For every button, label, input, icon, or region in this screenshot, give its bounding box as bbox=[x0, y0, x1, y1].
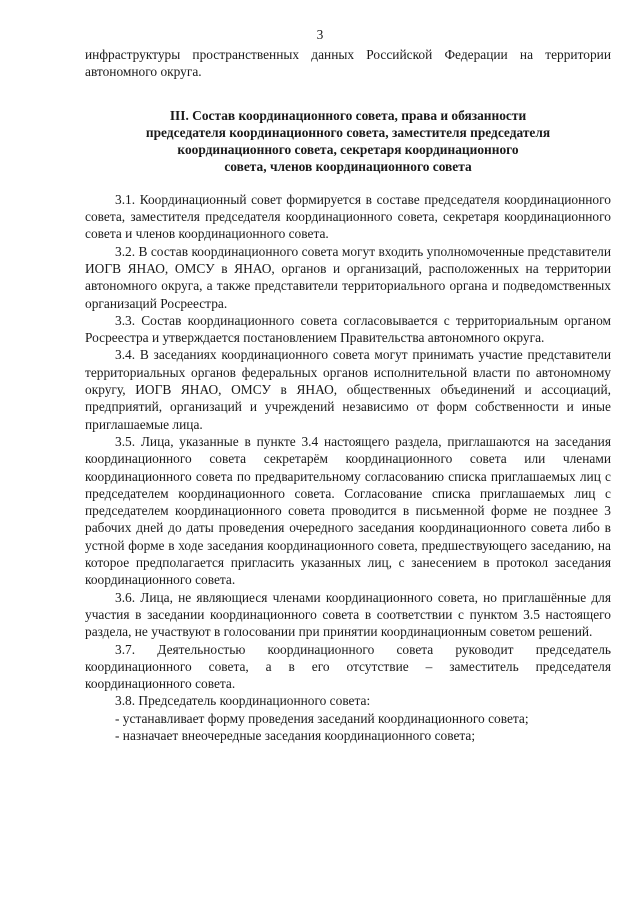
page-number: 3 bbox=[316, 27, 324, 42]
list-item: - устанавливает форму проведения заседаний координационного совета; bbox=[115, 710, 529, 726]
section-heading bbox=[85, 107, 611, 176]
clause-3-5: 3.5. Лица, указанные в пункте 3.4 настоящего раздела, приглашаются на заседания координационного совета секретарём координационного совета или членами координационного совета по предварительному согласованию списка приглашаемых лиц с председателем координационного совета. Согласование списка приглашаемых лиц с председателем координационного совета проводится в письменной форме не позднее 3 рабочих дней до даты проведения очередного заседания координационного совета либо в устной форме в ходе заседания координационного совета, предшествующего заседанию, на которое предполагается пригласить указанных лиц, с занесением в протокол заседания координационного совета. bbox=[85, 433, 611, 588]
section-heading-line: координационного совета, секретаря координационного bbox=[177, 142, 519, 158]
clause-3-6: 3.6. Лица, не являющиеся членами координационного совета, но приглашённые для участия в заседании координационного совета в соответствии с пунктом 3.5 настоящего раздела, не участвуют в голосовании при принятии координационным советом решений. bbox=[85, 589, 611, 640]
intro-paragraph: инфраструктуры пространственных данных Российской Федерации на территории автономного округа. bbox=[85, 47, 611, 80]
list-item: - назначает внеочередные заседания координационного совета; bbox=[115, 727, 476, 743]
section-heading-line: совета, членов координационного совета bbox=[224, 159, 472, 175]
section-heading-line: III. Состав координационного совета, права и обязанности bbox=[169, 107, 527, 123]
clause-3-1: 3.1. Координационный совет формируется в составе председателя координационного совета, заместителя председателя координационного совета, секретаря координационного совета и членов координационного совета. bbox=[85, 191, 611, 242]
clause-3-3: 3.3. Состав координационного совета согласовывается с территориальным органом Росреестра и утверждается постановлением Правительства автономного округа. bbox=[85, 312, 611, 346]
clause-3-7: 3.7. Деятельностью координационного совета руководит председатель координационного совета, а в его отсутствие – заместитель председателя координационного совета. bbox=[85, 641, 611, 692]
clause-3-8: 3.8. Председатель координационного совета: bbox=[115, 693, 371, 709]
section-heading-line: председателя координационного совета, заместителя председателя bbox=[145, 124, 551, 140]
clause-3-4: 3.4. В заседаниях координационного совета могут принимать участие представители территориальных органов федеральных органов исполнительной власти по автономному округу, ИОГВ ЯНАО, ОМСУ в ЯНАО, общественных объединений и ассоциаций, предприятий, организаций и учреждений независимо от форм собственности и иные приглашаемые лица. bbox=[85, 347, 611, 432]
document-body bbox=[85, 46, 611, 744]
clause-3-2: 3.2. В состав координационного совета могут входить уполномоченные представители ИОГВ ЯНАО, ОМСУ в ЯНАО, органов и организаций, расположенных на территории автономного округа, а также представители территориального органа и подведомственных организаций Росреестра. bbox=[85, 243, 611, 311]
